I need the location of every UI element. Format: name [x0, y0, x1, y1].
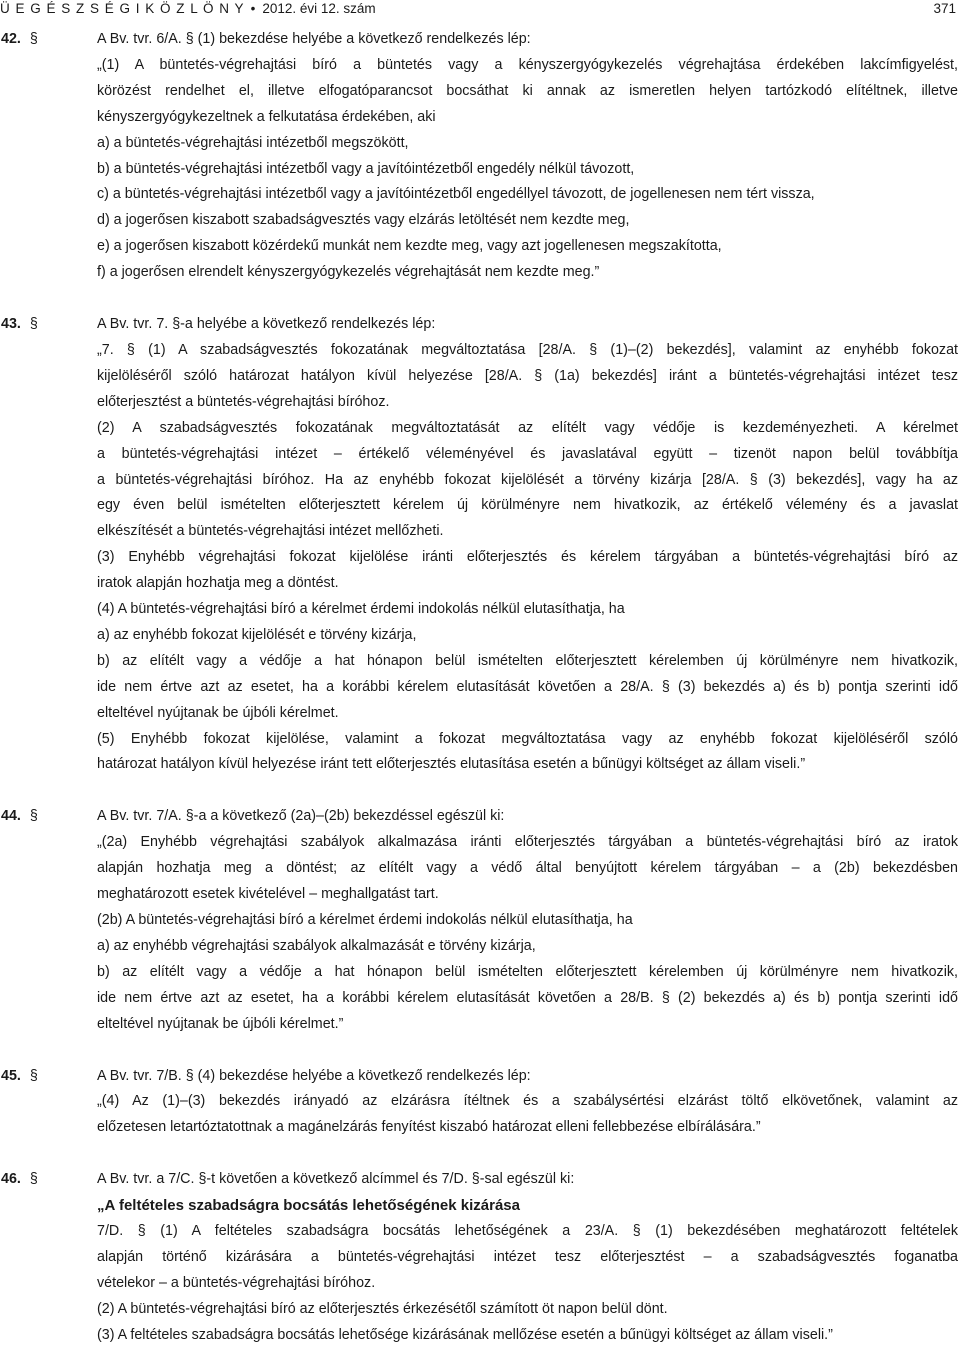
text-line: elteltével nyújtanak be újbóli kérelmet. — [97, 704, 339, 721]
text-line: „(2a) Enyhébb végrehajtási szabályok alkalmazása iránti előterjesztés tárgyában a büntetés-végrehajtási bíró az iratok — [97, 834, 958, 851]
list-item: b) az elítélt vagy a védője a hat hónapon belül ismételten előterjesztett kérelemben új körülményre nem hivatkozik, — [97, 963, 958, 980]
text-line: „(4) Az (1)–(3) bekezdés irányadó az elzárásra ítéltnek és a szabálysértési elzárást töltő elkövetőnek, valamint az — [97, 1093, 958, 1110]
text-line: a büntetés-végrehajtási bíróhoz. Ha az enyhébb fokozat kijelölését a törvény kizárja [28/A. § (3) bekezdés], vagy ha az — [97, 471, 958, 488]
subtitle-heading: „A feltételes szabadságra bocsátás lehetőségének kizárása — [97, 1197, 520, 1215]
list-item: f) a jogerősen elrendelt kényszergyógykezelés végrehajtását nem kezdte meg.” — [97, 264, 600, 281]
list-item: a) az enyhébb végrehajtási szabályok alkalmazását e törvény kizárja, — [97, 937, 536, 954]
text-line: ide nem értve azt az esetet, ha a korábbi kérelem elutasítását követően a 28/A. § (3) bekezdés a) és b) pontja szerinti idő — [97, 678, 958, 695]
section-number: 45. § — [1, 1067, 38, 1084]
section-42 — [0, 27, 960, 286]
text-line: alapján hozhatja meg a döntést; az elítélt vagy a védő által benyújtott kérelem tárgyában – a (2b) bekezdésben — [97, 860, 958, 877]
text-line: a büntetés-végrehajtási intézet – értékelő véleményével és javaslatával együtt – tizenöt napon belül továbbítja — [97, 445, 958, 462]
section-heading: A Bv. tvr. 6/A. § (1) bekezdése helyébe a következő rendelkezés lép: — [97, 31, 531, 47]
text-line: (3) Enyhébb végrehajtási fokozat kijelölése iránti előterjesztés és kérelem tárgyában a büntetés-végrehajtási bíró az — [97, 549, 958, 566]
text-line: alapján történő kizárására a büntetés-végrehajtási intézet tesz előterjesztést – a szabadságvesztés foganatba — [97, 1248, 958, 1265]
section-number: 43. § — [1, 316, 38, 333]
list-item: e) a jogerősen kiszabott közérdekű munkát nem kezdte meg, vagy azt jogellenesen megszakította, — [97, 238, 722, 255]
journal-header — [0, 1, 376, 16]
text-line: kijelöléséről szóló határozat hatályon kívül helyezése [28/A. § (1a) bekezdés] iránt a büntetés-végrehajtási intézet tesz — [97, 367, 958, 384]
list-item: a) az enyhébb fokozat kijelölését e törvény kizárja, — [97, 626, 417, 643]
text-line: (3) A feltételes szabadságra bocsátás lehetősége kizárásának mellőzése esetén a bűnügyi költséget az állam viseli.” — [97, 1326, 833, 1343]
text-line: iratok alapján hozhatja meg a döntést. — [97, 575, 339, 592]
section-43 — [0, 312, 960, 778]
section-46 — [0, 1167, 960, 1348]
document-body — [0, 27, 960, 1349]
text-line: ide nem értve azt az esetet, ha a korábbi kérelem elutasítását követően a 28/B. § (2) bekezdés a) és b) pontja szerinti idő — [97, 989, 958, 1006]
section-heading: A Bv. tvr. a 7/C. §-t követően a következő alcímmel és 7/D. §-sal egészül ki: — [97, 1171, 575, 1188]
bullet-separator: • — [250, 1, 257, 16]
text-line: határozat hatályon kívül helyezése iránt tett előterjesztés elutasítása esetén a bűnügyi költséget az állam viseli.” — [97, 756, 806, 773]
issue-date: 2012. évi 12. szám — [262, 1, 376, 16]
text-line: (2) A szabadságvesztés fokozatának megváltoztatását az elítélt vagy védője is kezdeményezheti. A kérelmet — [97, 419, 958, 436]
journal-title-initial: Ü — [0, 1, 11, 16]
section-heading: A Bv. tvr. 7. §-a helyébe a következő rendelkezés lép: — [97, 316, 436, 333]
text-line: meghatározott esetek kivételével – meghallgatást tart. — [97, 886, 439, 903]
text-line: előzetesen letartóztatottnak a magánelzárás fenyítést kiszabó határozat elleni fellebbezése elbírálására.” — [97, 1119, 761, 1136]
list-item: b) az elítélt vagy a védője a hat hónapon belül ismételten előterjesztett kérelemben új körülményre nem hivatkozik, — [97, 652, 958, 669]
section-number: 44. § — [1, 808, 38, 825]
section-44 — [0, 804, 960, 1037]
text-line: kényszergyógykezeltnek a felkutatása érdekében, aki — [97, 108, 436, 125]
text-line: egy éven belül ismételten előterjesztett kérelem új körülményre nem hivatkozik, az értékelő vélemény és a javaslat — [97, 497, 958, 514]
text-line: (5) Enyhébb fokozat kijelölése, valamint a fokozat megváltoztatása vagy az enyhébb fokozat kijelöléséről szóló — [97, 730, 958, 747]
text-line: elkészítését a büntetés-végrehajtási intézet mellőzheti. — [97, 523, 444, 540]
section-heading: A Bv. tvr. 7/B. § (4) bekezdése helyébe a következő rendelkezés lép: — [97, 1067, 531, 1084]
text-line: (4) A büntetés-végrehajtási bíró a kérelmet érdemi indokolás nélkül elutasíthatja, ha — [97, 601, 625, 618]
section-heading: A Bv. tvr. 7/A. §-a a következő (2a)–(2b) bekezdéssel egészül ki: — [97, 808, 505, 825]
text-line: „7. § (1) A szabadságvesztés fokozatának megváltoztatása [28/A. § (1)–(2) bekezdés], valamint az enyhébb fokozat — [97, 341, 958, 358]
text-line: előterjesztést a büntetés-végrehajtási bíróhoz. — [97, 393, 390, 410]
section-number: 46. § — [1, 1171, 38, 1188]
text-line: (2) A büntetés-végrehajtási bíró az előterjesztés érkezésétől számított öt napon belül dönt. — [97, 1300, 668, 1317]
text-line: (2b) A büntetés-végrehajtási bíró a kérelmet érdemi indokolás nélkül elutasíthatja, ha — [97, 912, 633, 928]
text-line: „(1) A büntetés-végrehajtási bíró a büntetés vagy a kényszergyógykezelés végrehajtása érdekében lakcímfigyelést, — [97, 56, 958, 73]
section-number: 42. § — [1, 31, 38, 47]
list-item: a) a büntetés-végrehajtási intézetből megszökött, — [97, 134, 409, 151]
text-line: 7/D. § (1) A feltételes szabadságra bocsátás lehetőségének a 23/A. § (1) bekezdésében meghatározott feltételek — [97, 1223, 958, 1240]
section-45 — [0, 1064, 960, 1142]
page-number: 371 — [933, 1, 956, 16]
list-item: d) a jogerősen kiszabott szabadságvesztés vagy elzárás letöltését nem kezdte meg, — [97, 212, 630, 229]
list-item: b) a büntetés-végrehajtási intézetből vagy a javítóintézetből engedély nélkül távozott, — [97, 160, 635, 177]
text-line: elteltével nyújtanak be újbóli kérelmet.” — [97, 1015, 344, 1032]
text-line: körözést rendelhet el, illetve elfogatóparancsot bocsáthat ki annak az ismeretlen helyen tartózkodó elítéltnek, illetve — [97, 82, 958, 99]
journal-title: E G É S Z S É G I K Ö Z L Ö N Y — [15, 1, 245, 16]
list-item: c) a büntetés-végrehajtási intézetből vagy a javítóintézetből engedéllyel távozott, de jogellenesen nem tért vissza, — [97, 186, 815, 203]
text-line: vételekor – a büntetés-végrehajtási bíróhoz. — [97, 1274, 376, 1291]
page-header — [0, 0, 960, 18]
